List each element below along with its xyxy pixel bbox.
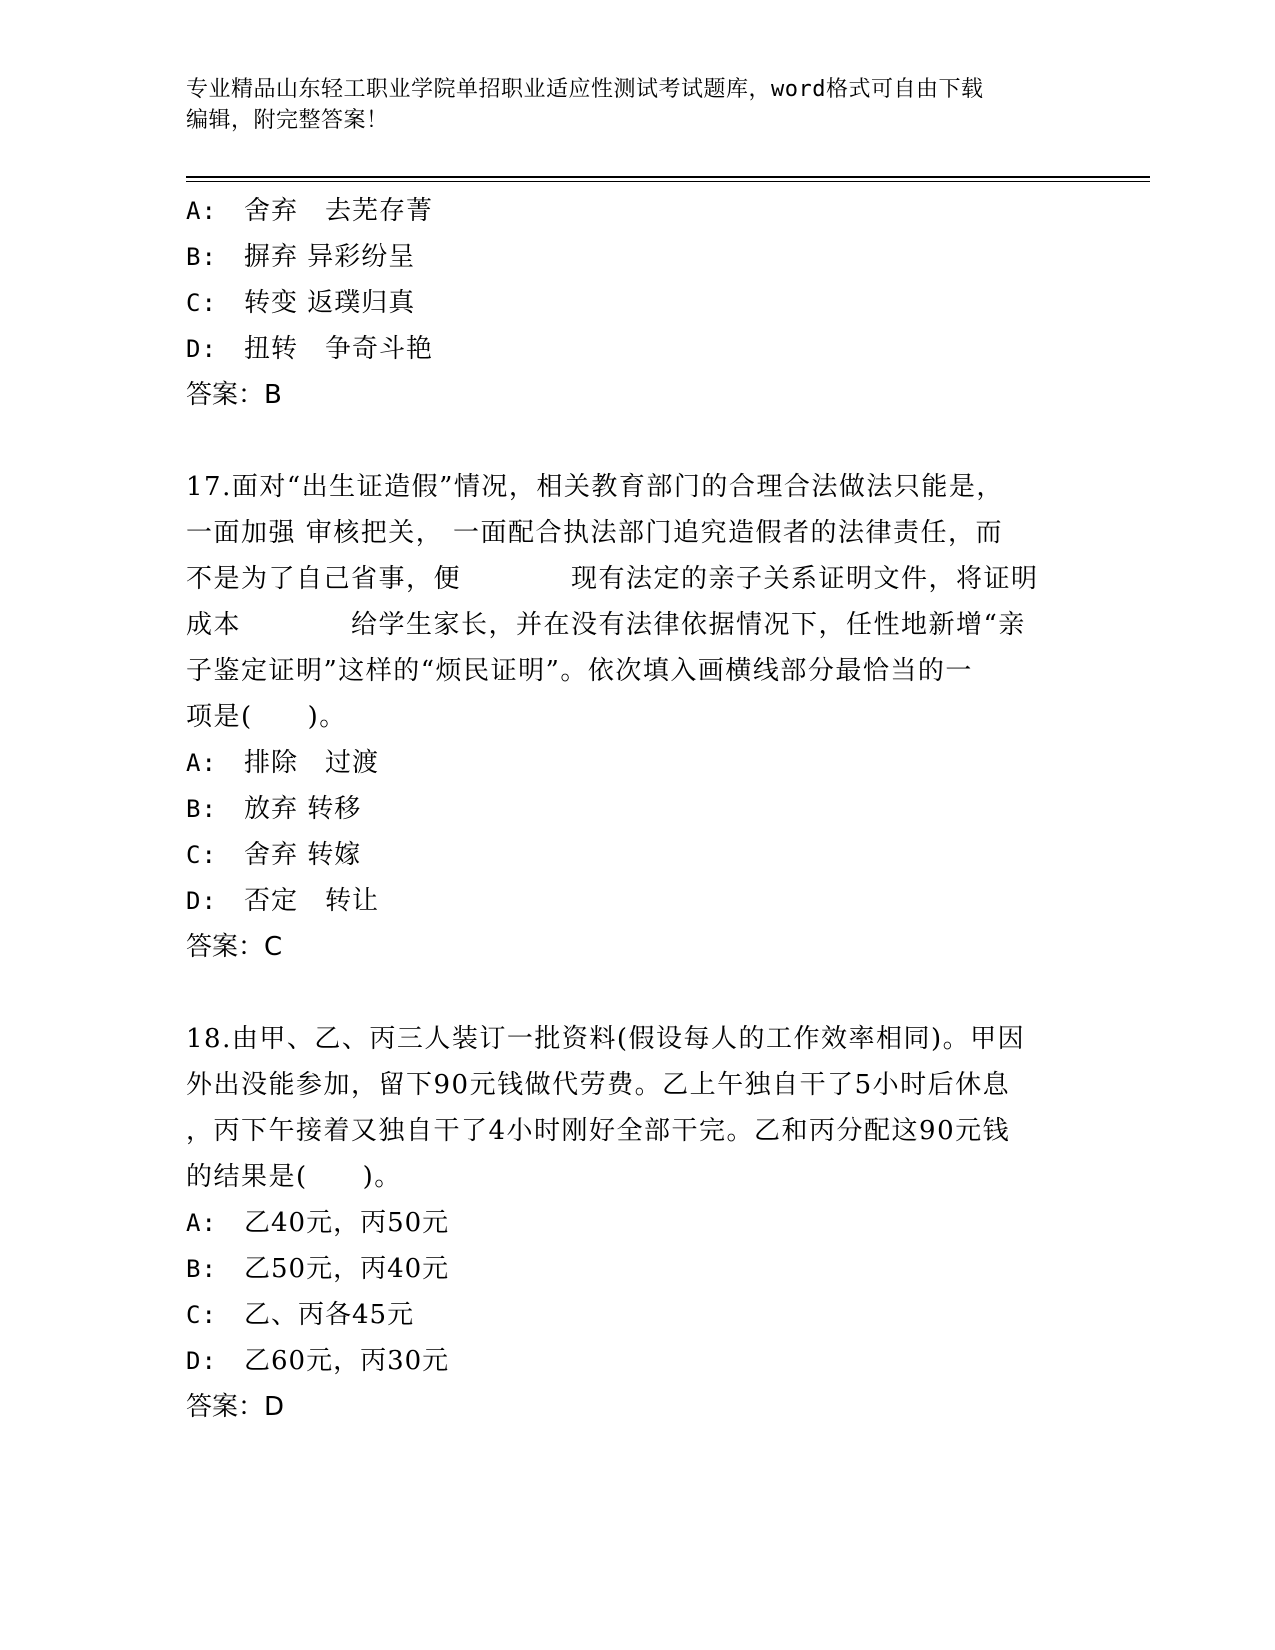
section-spacer bbox=[186, 418, 1086, 464]
question-text-line: 的结果是( )。 bbox=[186, 1162, 402, 1192]
header-rule-thin bbox=[186, 181, 1150, 182]
option-a bbox=[186, 1200, 1086, 1246]
option-c bbox=[186, 1292, 1086, 1338]
prev-question-options bbox=[186, 188, 1086, 418]
question-text-line: 17.面对“出生证造假”情况，相关教育部门的合理合法做法只能是， bbox=[186, 472, 1004, 502]
question-18 bbox=[186, 1016, 1086, 1430]
question-text-line: ，丙下午接着又独自干了4小时刚好全部干完。乙和丙分配这90元钱 bbox=[186, 1116, 1011, 1146]
option-c bbox=[186, 280, 1086, 326]
answer-line: 答案：C bbox=[186, 932, 283, 962]
question-text-line: 不是为了自己省事，便 现有法定的亲子关系证明文件，将证明 bbox=[186, 564, 1039, 594]
question-text-line: 子鉴定证明”这样的“烦民证明”。依次填入画横线部分最恰当的一 bbox=[186, 656, 973, 686]
question-text-line: 外出没能参加，留下90元钱做代劳费。乙上午独自干了5小时后休息 bbox=[186, 1070, 1011, 1100]
header-line-2: 编辑，附完整答案！ bbox=[186, 108, 389, 133]
option-letter: A: bbox=[186, 1209, 217, 1237]
answer-line: 答案：B bbox=[186, 380, 282, 410]
option-letter: C: bbox=[186, 841, 217, 869]
option-b bbox=[186, 234, 1086, 280]
option-b bbox=[186, 786, 1086, 832]
option-letter: A: bbox=[186, 197, 217, 225]
option-letter: D: bbox=[186, 335, 217, 363]
option-letter: C: bbox=[186, 1301, 217, 1329]
option-b bbox=[186, 1246, 1086, 1292]
option-text: 扭转 争奇斗艳 bbox=[244, 334, 434, 364]
page-header bbox=[186, 74, 1066, 136]
option-text: 乙50元，丙40元 bbox=[244, 1254, 450, 1284]
option-text: 舍弃 转嫁 bbox=[244, 840, 362, 870]
option-text: 摒弃 异彩纷呈 bbox=[244, 242, 416, 272]
option-letter: B: bbox=[186, 243, 217, 271]
option-text: 排除 过渡 bbox=[244, 748, 380, 778]
header-line-1: 专业精品山东轻工职业学院单招职业适应性测试考试题库，word格式可自由下载 bbox=[186, 77, 984, 102]
option-text: 乙40元，丙50元 bbox=[244, 1208, 450, 1238]
option-letter: D: bbox=[186, 1347, 217, 1375]
question-text-line: 成本 给学生家长，并在没有法律依据情况下，任性地新增“亲 bbox=[186, 610, 1026, 640]
option-a bbox=[186, 740, 1086, 786]
option-a bbox=[186, 188, 1086, 234]
question-text-line: 一面加强 审核把关， 一面配合执法部门追究造假者的法律责任，而 bbox=[186, 518, 1004, 548]
option-text: 舍弃 去芜存菁 bbox=[244, 196, 434, 226]
answer-line: 答案：D bbox=[186, 1392, 285, 1422]
document-body bbox=[186, 188, 1086, 1430]
option-text: 否定 转让 bbox=[244, 886, 380, 916]
option-text: 乙60元，丙30元 bbox=[244, 1346, 450, 1376]
option-letter: B: bbox=[186, 795, 217, 823]
question-text-line: 18.由甲、乙、丙三人装订一批资料(假设每人的工作效率相同)。甲因 bbox=[186, 1024, 1026, 1054]
option-d bbox=[186, 1338, 1086, 1384]
section-spacer bbox=[186, 970, 1086, 1016]
question-17 bbox=[186, 464, 1086, 970]
question-text-line: 项是( )。 bbox=[186, 702, 347, 732]
option-letter: B: bbox=[186, 1255, 217, 1283]
option-letter: D: bbox=[186, 887, 217, 915]
option-text: 转变 返璞归真 bbox=[244, 288, 416, 318]
option-text: 乙、丙各45元 bbox=[244, 1300, 415, 1330]
option-d bbox=[186, 878, 1086, 924]
option-letter: C: bbox=[186, 289, 217, 317]
header-rule-thick bbox=[186, 176, 1150, 178]
option-d bbox=[186, 326, 1086, 372]
option-text: 放弃 转移 bbox=[244, 794, 362, 824]
option-letter: A: bbox=[186, 749, 217, 777]
option-c bbox=[186, 832, 1086, 878]
